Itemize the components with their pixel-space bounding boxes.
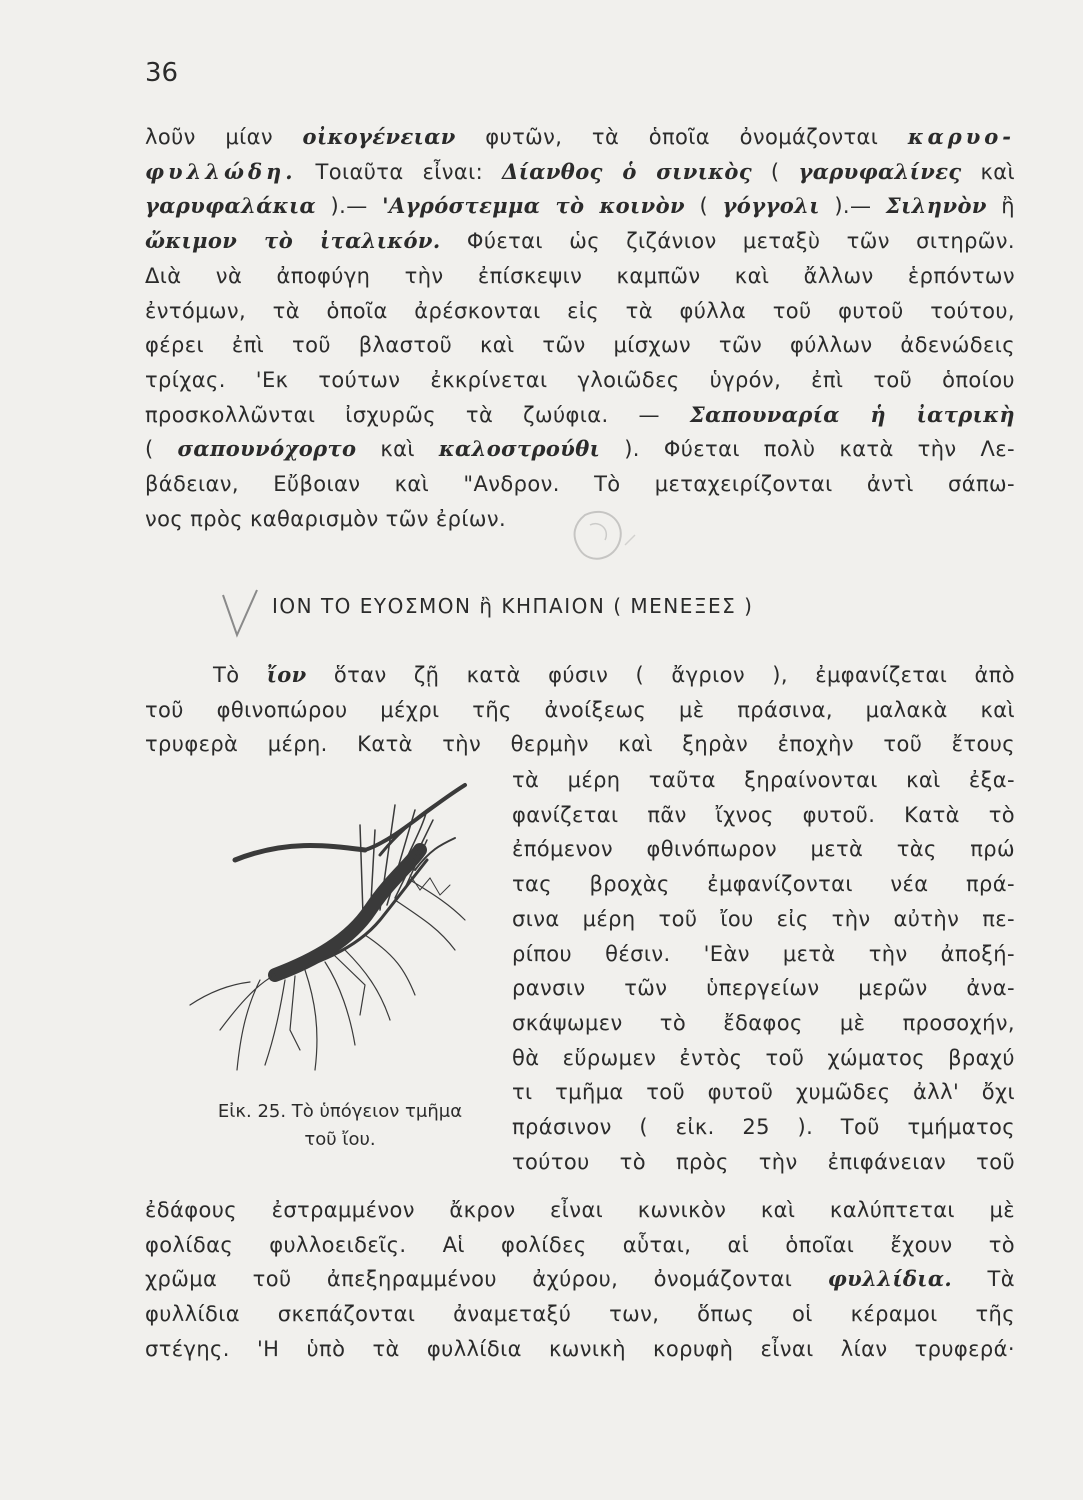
text-line: τούτου τὸ πρὸς τὴν ἐπιφάνειαν τοῦ [512, 1149, 1015, 1174]
text-line: βάδειαν, Εὔβοιαν καὶ "Ανδρον. Τὸ μεταχειρίζονται ἀντὶ σάπω- [145, 472, 1015, 497]
text-line: ἐντόμων, τὰ ὁποῖα ἀρέσκονται εἰς τὰ φύλλα τοῦ φυτοῦ τούτου, [145, 298, 1015, 323]
text-line: Διὰ νὰ ἀποφύγη τὴν ἐπίσκεψιν καμπῶν καὶ ἄλλων ἑρπόντων [145, 263, 1015, 288]
text-line: νος πρὸς καθαρισμὸν τῶν ἐρίων. [145, 506, 507, 531]
text-line: τρυφερὰ μέρη. Κατὰ τὴν θερμὴν καὶ ξηρὰν ἐποχὴν τοῦ ἔτους [145, 732, 1015, 757]
text-line: στέγης. 'Η ὑπὸ τὰ φυλλίδια κωνικὴ κορυφὴ εἶναι λίαν τρυφερά· [145, 1336, 1015, 1361]
text-line: προσκολλῶνται ἰσχυρῶς τὰ ζωύφια. — Σαπουναρία ἡ ἰατρικὴ [145, 401, 1016, 427]
text-line: ρανσιν τῶν ὑπεργείων μερῶν ἀνα- [512, 976, 1015, 1001]
paragraph-violet-intro [145, 658, 1015, 762]
pencil-check-mark [215, 585, 265, 645]
text-line: ἐπόμενον φθινόπωρον μετὰ τὰς πρώ [512, 837, 1015, 862]
paragraph-beside-figure [512, 763, 1015, 1179]
text-line: ( σαπουνόχορτο καὶ καλοστρούθι ). Φύεται πολὺ κατὰ τὴν Λε- [145, 436, 1015, 462]
figure-caption [170, 1098, 510, 1154]
text-line: τοῦ φθινοπώρου μέχρι τῆς ἀνοίξεως μὲ πράσινα, μαλακὰ καὶ [145, 697, 1015, 722]
paragraph-caryophyllaceae [145, 120, 1015, 536]
text-line: ὤκιμον τὸ ἰταλικόν. Φύεται ὡς ζιζάνιον μεταξὺ τῶν σιτηρῶν. [145, 228, 1016, 254]
text-line: γαρυφαλάκια ).— 'Αγρόστεμμα τὸ κοινὸν ( γόγγολι ).— Σιληνὸν ἢ [145, 193, 1016, 219]
text-line: θὰ εὕρωμεν ἐντὸς τοῦ χώματος βραχύ [512, 1045, 1015, 1070]
text-line: ρίπου θέσιν. 'Εὰν μετὰ τὴν ἀποξή- [512, 941, 1015, 966]
text-line: φανίζεται πᾶν ἴχνος φυτοῦ. Κατὰ τὸ [512, 802, 1015, 827]
text-line: σκάψωμεν τὸ ἔδαφος μὲ προσοχήν, [512, 1010, 1015, 1035]
text-line: τι τμῆμα τοῦ φυτοῦ χυμῶδες ἀλλ' ὄχι [512, 1080, 1015, 1105]
text-line: λοῦν μίαν οἰκογένειαν φυτῶν, τὰ ὁποῖα ὀνομάζονται καρυο- [145, 124, 1015, 149]
violet-rhizome-illustration [165, 770, 505, 1100]
text-line: ἐδάφους ἐστραμμένον ἄκρον εἶναι κωνικὸν καὶ καλύπτεται μὲ [145, 1198, 1015, 1222]
paragraph-scales [145, 1193, 1015, 1367]
caption-line: τοῦ ἴου. [304, 1129, 376, 1150]
text-line: φυλλώδη. Τοιαῦτα εἶναι: Δίανθος ὁ σινικὸς ( γαρυφαλίνες καὶ [145, 158, 1016, 184]
caption-line: Εἰκ. 25. Τὸ ὑπόγειον τμῆμα [217, 1101, 463, 1122]
section-heading: ΙΟΝ ΤΟ ΕΥΟΣΜΟΝ ἢ ΚΗΠΑΙΟΝ ( ΜΕΝΕΞΕΣ ) [272, 594, 754, 618]
text-line: τας βροχὰς ἐμφανίζονται νέα πρά- [512, 872, 1015, 897]
text-line: Τὸ ἴον ὅταν ζῇ κατὰ φύσιν ( ἄγριον ), ἐμφανίζεται ἀπὸ [213, 662, 1015, 687]
text-line: πράσινον ( εἰκ. 25 ). Τοῦ τμήματος [512, 1115, 1015, 1140]
text-line: φέρει ἐπὶ τοῦ βλαστοῦ καὶ τῶν μίσχων τῶν φύλλων ἀδενώδεις [145, 333, 1015, 358]
text-line: φυλλίδια σκεπάζονται ἀναμεταξύ των, ὅπως οἱ κέραμοι τῆς [145, 1302, 1015, 1327]
text-line: τὰ μέρη ταῦτα ξηραίνονται καὶ ἐξα- [512, 768, 1015, 792]
text-line: τρίχας. 'Εκ τούτων ἐκκρίνεται γλοιῶδες ὑγρόν, ἐπὶ τοῦ ὁποίου [145, 367, 1015, 392]
ink-stain-mark [565, 505, 645, 575]
page-number: 36 [145, 58, 179, 88]
text-line: φολίδας φυλλοειδεῖς. Αἱ φολίδες αὗται, αἱ ὁποῖαι ἔχουν τὸ [145, 1232, 1015, 1257]
text-line: σινα μέρη τοῦ ἴου εἰς τὴν αὐτὴν πε- [512, 906, 1015, 931]
text-line: χρῶμα τοῦ ἀπεξηραμμένου ἀχύρου, ὀνομάζονται φυλλίδια. Τὰ [145, 1266, 1015, 1292]
